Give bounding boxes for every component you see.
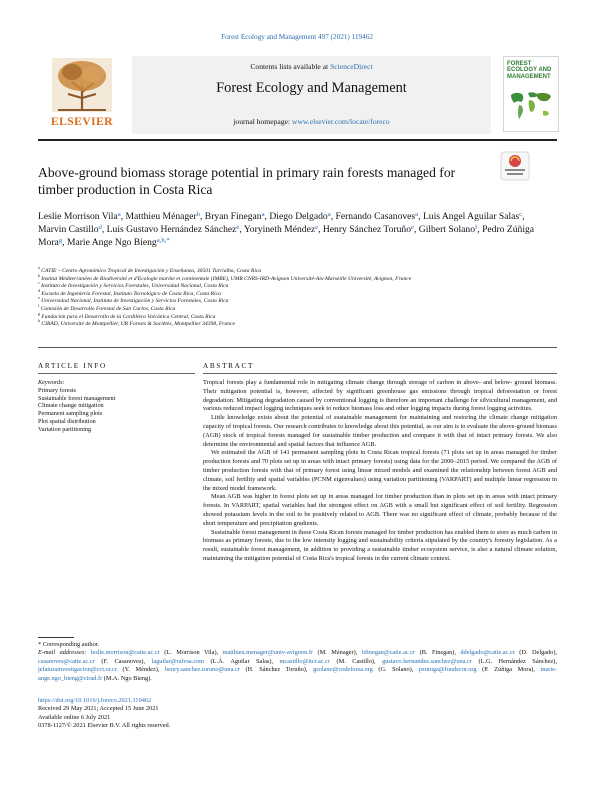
author-name[interactable] bbox=[244, 224, 318, 235]
email-owner: (H. Sánchez Toruño) bbox=[245, 666, 306, 674]
email-link[interactable]: leslie.morrison@catie.ac.cr bbox=[90, 649, 160, 657]
author-name-text: Luis Gustavo Hernández Sánchez bbox=[106, 224, 237, 235]
journal-header bbox=[132, 56, 491, 134]
publisher-name: ELSEVIER bbox=[50, 116, 114, 128]
article-info-rule bbox=[38, 373, 195, 374]
email-owner: (L. Morrison Vila) bbox=[164, 649, 217, 657]
email-link[interactable]: henry.sanchez.toruno@una.cr bbox=[165, 666, 240, 674]
author-name[interactable] bbox=[107, 224, 240, 235]
author-name-text: Leslie Morrison Vila bbox=[38, 211, 118, 222]
author-affiliation-marker[interactable]: a bbox=[117, 211, 121, 218]
available-online: Available online 6 July 2021 bbox=[38, 713, 111, 721]
affiliation-label: c bbox=[38, 281, 40, 286]
emails-label: E-mail addresses: bbox=[38, 649, 91, 657]
author-affiliation-marker[interactable]: e bbox=[315, 224, 319, 231]
doi-link[interactable]: https://doi.org/10.1016/j.foreco.2021.119462 bbox=[38, 697, 152, 704]
email-owner: (F. Casanoves) bbox=[101, 657, 144, 665]
email-owner: (B. Finegan) bbox=[419, 649, 455, 657]
affiliation-item bbox=[38, 283, 548, 291]
author-affiliation-marker[interactable]: a bbox=[261, 211, 265, 218]
email-link[interactable]: marie-ange.ngo_bieng@cirad.fr bbox=[38, 666, 558, 682]
author-affiliation-marker[interactable]: c bbox=[519, 211, 523, 218]
author-affiliation-marker[interactable]: a bbox=[327, 211, 331, 218]
affiliation-list bbox=[38, 268, 548, 329]
email-owner: (L.G. Hernández Sánchez) bbox=[478, 657, 556, 665]
author-name[interactable] bbox=[323, 224, 414, 235]
author-affiliation-marker[interactable]: e bbox=[236, 224, 240, 231]
author-name-text: Matthieu Ménager bbox=[125, 211, 197, 222]
email-owner: (L.Á. Aguilar Salas) bbox=[210, 657, 272, 665]
author-name-text: Henry Sánchez Toruño bbox=[322, 224, 412, 235]
affiliation-label: a bbox=[38, 266, 40, 270]
author-affiliation-marker[interactable]: e bbox=[411, 224, 414, 231]
author-affiliation-marker[interactable]: a bbox=[415, 211, 419, 218]
sciencedirect-link[interactable]: ScienceDirect bbox=[330, 62, 373, 71]
check-for-updates-badge[interactable] bbox=[500, 151, 530, 181]
author-affiliation-marker[interactable]: f bbox=[475, 224, 478, 231]
author-name[interactable] bbox=[38, 224, 102, 235]
affiliation-text: Institut Méditerranéen de Biodiversité et d'Ecologie marine et continentale (IMBE), UMR CNRS-IRD-Avignon Université-Aix-Marseille Université, Avignon, France bbox=[41, 275, 412, 282]
affiliation-text: Universidad Nacional, Instituto de Investigación y Servicios Forestales, Costa Rica bbox=[41, 298, 229, 305]
keyword-item: Primary forests bbox=[38, 386, 76, 394]
keyword-item: Plot spatial distribution bbox=[38, 417, 96, 425]
journal-reference[interactable]: Forest Ecology and Management 497 (2021) 119462 bbox=[221, 33, 373, 41]
world-map-icon bbox=[508, 87, 554, 125]
author-affiliation-marker[interactable]: d bbox=[98, 224, 102, 231]
affiliation-text: Fundación para el Desarrollo de la Cordillera Volcánica Central, Costa Rica bbox=[41, 313, 216, 320]
author-name-text: Fernando Casanoves bbox=[335, 211, 416, 222]
affiliation-item bbox=[38, 321, 548, 329]
affiliation-text: CIRAD, Université de Montpellier, UR Forests & Sociétés, Montpellier 34398, France bbox=[41, 321, 236, 328]
affiliation-label: h bbox=[38, 319, 40, 324]
affiliation-text: Escuela de Ingeniería Forestal, Instituto Tecnológico de Costa Rica, Costa Rica bbox=[41, 290, 221, 297]
affiliation-text: Instituto de Investigación y Servicios Forestales, Universidad Nacional, Costa Rica bbox=[41, 283, 229, 290]
author-name-text: Yoryineth Méndez bbox=[243, 224, 316, 235]
affiliation-label: e bbox=[38, 296, 40, 301]
footnote-rule bbox=[38, 637, 74, 638]
journal-title: Forest Ecology and Management bbox=[216, 80, 407, 96]
footnotes bbox=[38, 641, 557, 683]
author-name-text: Diego Delgado bbox=[269, 211, 328, 222]
author-name[interactable] bbox=[423, 211, 522, 222]
affiliation-item bbox=[38, 298, 548, 306]
email-link[interactable]: laguilar@ralvsa.com bbox=[151, 657, 205, 665]
author-name-text: Marvin Castillo bbox=[38, 224, 99, 235]
author-name-text: Luis Angel Aguilar Salas bbox=[422, 211, 520, 222]
abstract-paragraph: Mean AGB was higher in forest plots set up in areas managed for timber production than in plots set up in areas with intact primary forests. In VARPART, spatial variables had the strongest effect on AGB with a small but significant effect of soil fertility. Regression showed potassium levels in the soil to be positively related to AGB. There was no significant effect of climate, probably because of the short temperature and precipitation gradients. bbox=[203, 493, 557, 527]
journal-cover-image[interactable] bbox=[503, 56, 559, 132]
abstract-paragraph: Sustainable forest management in these Costa Rican forests managed for timber production has enabled them to store as much carbon in biomass as primary forests, due to the low intensity logging and sustainability criteria stipulated by the country's forestry legislation. As a result, sustainable forest management, in addition to providing a sustainable timber ecosystem service, is also a natural climate solution, maintaining the mitigation potential of Costa Rica's tropical forests in the current climate context. bbox=[203, 528, 557, 562]
abstract-paragraph: Tropical forests play a fundamental role in mitigating climate change through storage of carbon in above- and below- ground biomass. Their mitigation potential is, however, affected by significant greenhouse gas emissions through tropical deforestation or forest degradation. Mitigating degradation caused by conventional logging is therefore an important challenge for silvicultural management, and various reduced impact logging techniques seek to reduce biomass loss and other logging impacts during forest logging activities. bbox=[203, 379, 557, 413]
homepage-prefix: journal homepage: bbox=[233, 117, 292, 126]
email-link[interactable]: matthieu.menager@univ-avignon.fr bbox=[222, 649, 314, 657]
header-divider bbox=[38, 139, 557, 141]
author-affiliation-marker[interactable]: a,h,* bbox=[156, 237, 170, 244]
abstract-paragraph: We estimated the AGB of 141 permanent sampling plots in Costa Rican tropical forests (71 plots set up in areas managed for timber production forests and 70 plots set up in areas with intact primary forests) using data for the 2000–2015 period. We compared the AGB of timber production forests with that of primary forest using linear mixed models and examined the relationship between forest AGB and climate, soil fertility and spatial variables (PCNM eigenvalues) using variation partitioning (VARPART) and multiple linear regression in the mixed model framework. bbox=[203, 449, 557, 492]
homepage-link[interactable]: www.elsevier.com/locate/foreco bbox=[291, 117, 390, 126]
author-affiliation-marker[interactable]: g bbox=[58, 237, 63, 244]
affiliation-label: b bbox=[38, 273, 40, 278]
contents-prefix: Contents lists available at bbox=[250, 62, 331, 71]
email-link[interactable]: gustavo.hernandez.sanchez@una.cr bbox=[382, 657, 472, 665]
contents-line bbox=[132, 62, 491, 71]
copyright: 0378-1127/© 2021 Elsevier B.V. All rights reserved. bbox=[38, 722, 171, 730]
author-affiliation-marker[interactable]: b bbox=[196, 211, 200, 218]
cover-title: FOREST ECOLOGY AND MANAGEMENT bbox=[507, 61, 552, 80]
author-name[interactable] bbox=[67, 237, 170, 248]
author-name[interactable] bbox=[335, 211, 418, 222]
received-dates: Received 29 May 2021; Accepted 15 June 2021 bbox=[38, 705, 159, 713]
corresponding-author-note: * Corresponding author. bbox=[38, 641, 100, 648]
affiliation-label: f bbox=[38, 303, 40, 308]
email-owner: (M. Ménager) bbox=[317, 649, 356, 657]
author-name-text: Bryan Finegan bbox=[204, 211, 262, 222]
affiliation-text: CATIE – Centro Agronómico Tropical de Investigación y Enseñanza, 30501 Turrialba, Costa Rica bbox=[41, 268, 262, 274]
author-name-text: Marie Ange Ngo Bieng bbox=[66, 237, 157, 248]
affiliation-item bbox=[38, 268, 548, 276]
affiliation-item bbox=[38, 303, 548, 314]
email-link[interactable]: pzuniga@fundecor.org bbox=[418, 666, 477, 674]
email-link[interactable]: casanoves@catie.ac.cr bbox=[38, 657, 95, 665]
email-owner: (P. Zúñiga Mora) bbox=[482, 666, 534, 674]
email-owner: (G. Solano) bbox=[378, 666, 412, 674]
check-updates-icon bbox=[500, 151, 530, 181]
keyword-item: Permanent sampling plots bbox=[38, 410, 103, 418]
affiliation-text: Comisión de Desarrollo Forestal de San Carlos, Costa Rica bbox=[40, 305, 176, 312]
keywords-list bbox=[38, 387, 195, 434]
keyword-item: Sustainable forest management bbox=[38, 394, 116, 402]
abstract-body bbox=[203, 379, 557, 564]
author-name[interactable] bbox=[205, 211, 265, 222]
author-name[interactable] bbox=[269, 211, 330, 222]
email-owner: (M.A. Ngo Bieng). bbox=[103, 674, 152, 682]
keyword-item: Climate change mitigation bbox=[38, 402, 104, 410]
elsevier-logo bbox=[38, 56, 126, 130]
email-link[interactable]: jefaturainvestigacion@cct.or.cr bbox=[38, 666, 117, 674]
article-info-heading: ARTICLE INFO bbox=[38, 362, 107, 370]
email-owner: (D. Delgado) bbox=[519, 649, 556, 657]
email-link[interactable]: ddelgado@catie.ac.cr bbox=[460, 649, 515, 657]
author-name[interactable] bbox=[126, 211, 201, 222]
email-link[interactable]: bfinegan@catie.ac.cr bbox=[361, 649, 416, 657]
article-title: Above-ground biomass storage potential in primary rain forests managed for timber production in Costa Rica bbox=[38, 165, 456, 197]
section-divider bbox=[38, 347, 557, 348]
email-owner: (Y. Méndez) bbox=[122, 666, 158, 674]
abstract-heading: ABSTRACT bbox=[203, 362, 255, 370]
keywords-label: Keywords: bbox=[38, 379, 65, 386]
keyword-item: Variation partitioning bbox=[38, 425, 92, 433]
publication-info bbox=[38, 697, 338, 731]
keywords-block bbox=[38, 379, 195, 434]
elsevier-tree-icon bbox=[38, 56, 126, 114]
abstract-rule bbox=[203, 373, 557, 374]
affiliation-label: g bbox=[38, 311, 40, 316]
homepage-line bbox=[132, 117, 491, 126]
email-link[interactable]: gsolano@codeforsa.org bbox=[313, 666, 373, 674]
email-link[interactable]: mcastillo@itcr.ac.cr bbox=[279, 657, 331, 665]
author-name[interactable] bbox=[419, 224, 477, 235]
email-owner: (M. Castillo) bbox=[336, 657, 374, 665]
author-list: Leslie Morrison Vila$^a$, Matthieu Ménager$^b$, Bryan Finegan$^a$, Diego Delgado$^a$, Fernando Casanoves$^a$, Luis Angel Aguilar Salas$^c$, Marvin Castillo$^d$, Luis Gustavo Hernández Sánchez$^e$, Yoryineth Méndez$^e$, Henry Sánchez Toruño$^e$, Gilbert Solano$^f$, Pedro Zúñiga Mora$^g$, Marie Ange Ngo Bieng$^{a,h,*}$ bbox=[38, 211, 535, 248]
email-addresses: E-mail addresses: leslie.morrison@catie.ac.cr (L. Morrison Vila), matthieu.menager@univ-avignon.fr (M. Ménager), bfinegan@catie.ac.cr (B. Finegan), ddelgado@catie.ac.cr (D. Delgado), casanoves@catie.ac.cr (F. Casanoves), laguilar@ralvsa.com (L.Á. Aguilar Salas), mcastillo@itcr.ac.cr (M. Castillo), gustavo.hernandez.sanchez@una.cr (L.G. Hernández Sánchez), jefaturainvestigacion@cct.or.cr (Y. Méndez), henry.sanchez.toruno@una.cr (H. Sánchez Toruño), gsolano@codeforsa.org (G. Solano), pzuniga@fundecor.org (P. Zúñiga Mora), marie-ange.ngo_bieng@cirad.fr (M.A. Ngo Bieng). bbox=[38, 649, 558, 682]
affiliation-label: d bbox=[38, 288, 40, 293]
author-name-text: Gilbert Solano bbox=[418, 224, 476, 235]
author-name[interactable] bbox=[38, 211, 121, 222]
abstract-paragraph: Little knowledge exists about the potential of sustainable management for maintaining and restoring the climate change mitigation capacity of tropical forests. Our research contributes to knowledge about this potential, as our aim is to evaluate the above-ground biomass (AGB) stock of tropical forests managed for sustainable timber production and compare it with that of intact primary forests. We also determine the environmental and spatial factors that influence AGB. bbox=[203, 414, 557, 448]
author-name-text: Pedro Zúñiga Mora bbox=[38, 224, 535, 248]
